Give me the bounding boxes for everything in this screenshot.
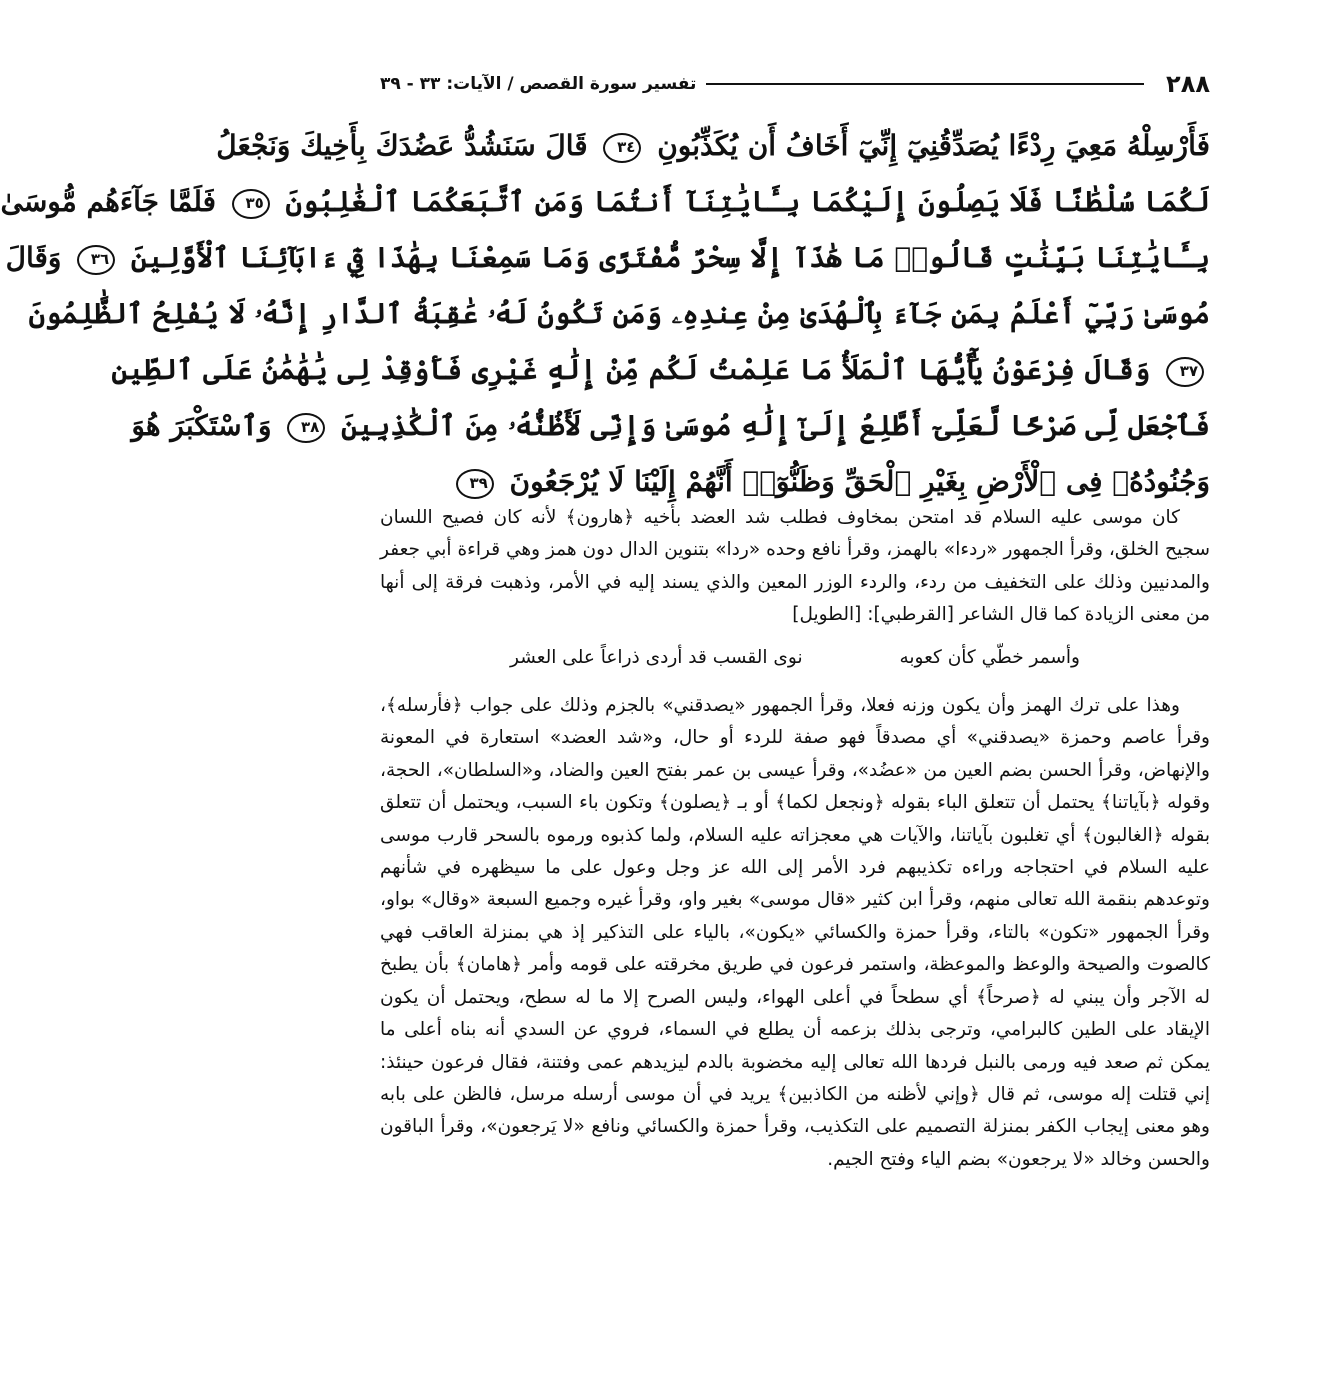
quran-verse-text: وَقَالَ (5, 241, 62, 274)
quran-line (0, 174, 1210, 230)
poem-verse (380, 632, 1210, 690)
quran-verse-text: قَالَ سَنَشُدُّ عَضُدَكَ بِأَخِيكَ وَنَجْعَلُ (216, 129, 588, 162)
quran-verse-text: وَجُنُودُهُۥ فِى ٱلْأَرْضِ بِغَيْرِ ٱلْحَقِّ وَظَنُّوٓا۟ أَنَّهُمْ إِلَيْنَا لَا يُرْجَعُونَ (509, 465, 1210, 498)
page-number: ٢٨٨ (1166, 70, 1210, 98)
quran-line (131, 398, 1210, 454)
poem-first-hemistich: وأسمر خطّي كأن كعوبه (899, 646, 1080, 668)
page-header (380, 64, 1210, 104)
poem-second-hemistich: نوى القسب قد أردى ذراعاً على العشر (510, 646, 803, 668)
header-rule (706, 83, 1144, 85)
quran-verse-text: فَٱجْعَل لِّى صَرْحًا لَّعَلِّىٓ أَطَّلِعُ إِلَىٰٓ إِلَٰهِ مُوسَىٰ وَإِنِّى لَأَظُنُّهُۥ مِنَ ٱلْكَٰذِبِينَ (341, 409, 1210, 442)
quran-verse-text: فَلَمَّا جَآءَهُم مُّوسَىٰ (0, 185, 217, 218)
commentary-paragraph: كان موسى عليه السلام قد امتحن بمخاوف فطلب شد العضد بأخيه ﴿هارون﴾ لأنه كان فصيح اللسان سجيح الخلق، وقرأ الجمهور «ردءا» بالهمز، وقرأ نافع وحده «ردا» بتنوين الدال دون همز وهي قراءة أبي جعفر والمدنيين وذلك على التخفيف من ردء، والردء الوزر المعين والذي يسند إليه في الأمر، وذهبت فرقة إلى أنها من معنى الزيادة كما قال الشاعر [القرطبي]: [الطويل] (380, 507, 1210, 626)
ayah-number-marker: ٣٦ (77, 245, 115, 275)
quran-verse-text: وَقَالَ فِرْعَوْنُ يَٰٓأَيُّهَا ٱلْمَلَأُ مَا عَلِمْتُ لَكُم مِّنْ إِلَٰهٍ غَيْرِى فَأَوْقِدْ لِى يَٰهَٰمَٰنُ عَلَى ٱلطِّينِ (111, 353, 1151, 386)
quran-line (28, 286, 1210, 342)
quran-line (5, 230, 1210, 286)
commentary-paragraph: وهذا على ترك الهمز وأن يكون وزنه فعلا، وقرأ الجمهور «يصدقني» بالجزم وذلك على جواب ﴿فأرسله﴾، وقرأ عاصم وحمزة «يصدقني» أي مصدقاً فهو صفة للردء أو حال، و«شد العضد» استعارة في المعونة والإنهاض، وقرأ الحسن بضم العين من «عضُد»، وقرأ عيسى بن عمر بفتح العين والضاد، و«السلطان»، الحجة، وقوله ﴿بآياتنا﴾ يحتمل أن تتعلق الباء بقوله ﴿ونجعل لكما﴾ أو بـ ﴿يصلون﴾ وتكون باء السبب، ويحتمل أن تتعلق بقوله ﴿الغالبون﴾ أي تغلبون بآياتنا، والآيات هي معجزاته عليه السلام، ولما كذبوه ورموه بالسحر قارب موسى عليه السلام في احتجاجه وراءه تكذيبهم فرد الأمر إلى الله عز وجل وعول على ما سيظهره في شأنهم وتوعدهم بنقمة الله تعالى منهم، وقرأ ابن كثير «قال موسى» بغير واو، وقرأ غيره وجميع السبعة «وقال» بواو، وقرأ الجمهور «تكون» بالتاء، وقرأ حمزة والكسائي «يكون»، بالياء على التذكير إذ هي بمنزلة العاقب فهي كالصوت والصيحة والوعظ والموعظة، واستمر فرعون في طريق مخرقته على قومه وأمر ﴿هامان﴾ بأن يطبخ له الآجر وأن يبني له ﴿صرحاً﴾ أي سطحاً في أعلى الهواء، وليس الصرح إلا ما له سطح، ويحتمل أن يكون الإيقاد على الطين كالبرامي، وترجى بذلك بزعمه أن يطلع في السماء، فروي عن السدي أنه بناه أعلى ما يمكن ثم صعد فيه ورمى بالنبل فردها الله تعالى إليه مخضوبة بالدم ليزيدهم عمى وفتنة، فقال فرعون حينئذ: إني قتلت إله موسى، ثم قال ﴿وإني لأظنه من الكاذبين﴾ يريد في أن موسى أرسله مرسل، فالظن على بابه وهو معنى إيجاب الكفر بمنزلة التصميم على التكذيب، وقرأ حمزة والكسائي ونافع «لا يَرجعون»، وقرأ الباقون والحسن وخالد «لا يرجعون» بضم الياء وفتح الجيم. (380, 695, 1210, 1170)
ayah-number-marker: ٣٥ (232, 189, 270, 219)
quran-line (111, 342, 1210, 398)
quran-verse-text: مُوسَىٰ رَبِّيٓ أَعْلَمُ بِمَن جَآءَ بِٱلْهُدَىٰ مِنْ عِندِهِۦ وَمَن تَكُونُ لَهُۥ عَٰقِبَةُ ٱلدَّارِ إِنَّهُۥ لَا يُفْلِحُ ٱلظَّٰلِمُونَ (28, 297, 1210, 330)
quran-verse-text: فَأَرْسِلْهُ مَعِيَ رِدْءًا يُصَدِّقُنِيٓ إِنِّيٓ أَخَافُ أَن يُكَذِّبُونِ (657, 129, 1210, 162)
quran-line (216, 118, 1210, 174)
ayah-number-marker: ٣٩ (456, 469, 494, 499)
quran-verse-text: بِـَٔايَٰتِنَا بَيِّنَٰتٍ قَالُوا۟ مَا هَٰذَآ إِلَّا سِحْرٌ مُّفْتَرًى وَمَا سَمِعْنَا بِهَٰذَا فِيٓ ءَابَآئِنَا ٱلْأَوَّلِينَ (130, 241, 1210, 274)
quran-verse-text: وَٱسْتَكْبَرَ هُوَ (131, 409, 272, 442)
ayah-number-marker: ٣٧ (1166, 357, 1204, 387)
quran-text-block (0, 118, 1210, 510)
ayah-number-marker: ٣٨ (287, 413, 325, 443)
running-title: تفسير سورة القصص / الآيات: ٣٣ - ٣٩ (380, 74, 697, 94)
commentary-block (380, 502, 1210, 1176)
quran-verse-text: لَكُمَا سُلْطَٰنًا فَلَا يَصِلُونَ إِلَيْكُمَا بِـَٔايَٰتِنَآ أَنتُمَا وَمَنِ ٱتَّبَعَكُمَا ٱلْغَٰلِبُونَ (285, 185, 1210, 218)
ayah-number-marker: ٣٤ (603, 133, 641, 163)
